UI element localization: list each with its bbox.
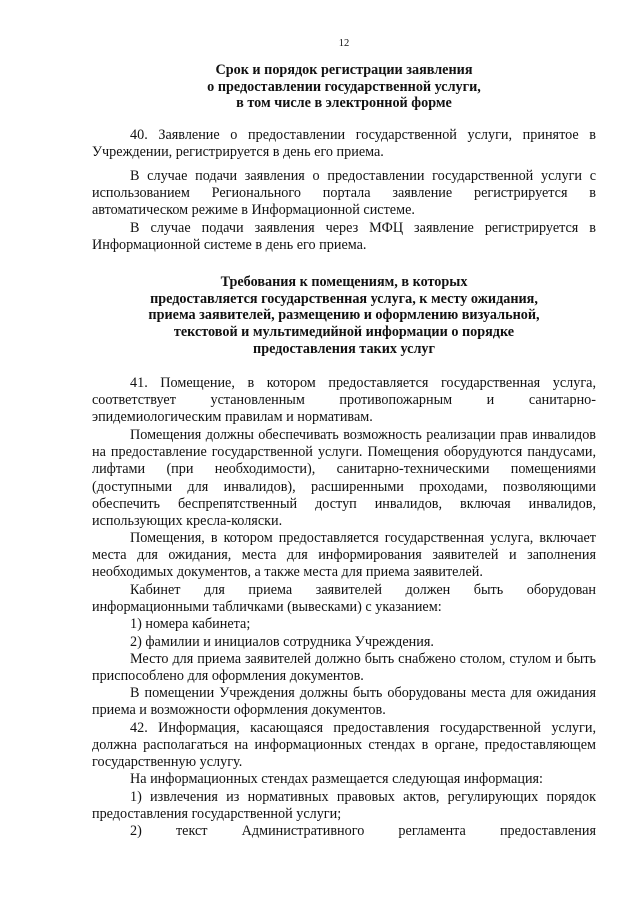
paragraph: Кабинет для приема заявителей должен быть оборудован информационными табличками (вывесками) с указанием: xyxy=(92,582,596,616)
list-item: 2) текст Административного регламента предоставления xyxy=(130,823,596,839)
heading-line: предоставления таких услуг xyxy=(253,340,435,357)
paragraph: 42. Информация, касающаяся предоставления государственной услуги, должна располагаться на информационных стендах в органе, предоставляющем государственную услугу. xyxy=(92,720,596,771)
paragraph: В случае подачи заявления через МФЦ заявление регистрируется в Информационной системе в день его приема. xyxy=(92,220,596,254)
document-page xyxy=(92,0,596,905)
paragraph: 40. Заявление о предоставлении государственной услуги, принятое в Учреждении, регистрируется в день его приема. xyxy=(92,127,596,161)
paragraph: В помещении Учреждения должны быть оборудованы места для ожидания приема и возможности оформления документов. xyxy=(92,685,596,719)
paragraph: 41. Помещение, в котором предоставляется государственная услуга, соответствует установленным противопожарным и санитарно-эпидемиологическим правилам и нормативам. xyxy=(92,375,596,426)
page-number: 12 xyxy=(338,38,350,49)
paragraph: Помещения, в котором предоставляется государственная услуга, включает места для ожидания, места для информирования заявителей и заполнения необходимых документов, а также места для приема заявителей. xyxy=(92,530,596,581)
paragraph: На информационных стендах размещается следующая информация: xyxy=(130,771,544,787)
section-heading-registration xyxy=(92,62,596,112)
paragraph: Место для приема заявителей должно быть снабжено столом, стулом и быть приспособлено для оформления документов. xyxy=(92,651,596,685)
paragraph: В случае подачи заявления о предоставлении государственной услуги с использованием Регионального портала заявление регистрируется в автоматическом режиме в Информационной системе. xyxy=(92,168,596,219)
heading-line: в том числе в электронной форме xyxy=(236,95,452,112)
list-item: 1) номера кабинета; xyxy=(130,616,251,632)
heading-line: предоставляется государственная услуга, к месту ожидания, xyxy=(150,290,538,307)
heading-line: текстовой и мультимедийной информации о порядке xyxy=(173,324,515,341)
list-item: 1) извлечения из нормативных правовых актов, регулирующих порядок предоставления государственной услуги; xyxy=(92,789,596,823)
heading-line: о предоставлении государственной услуги, xyxy=(207,78,481,95)
section-heading-premises xyxy=(92,274,596,358)
paragraph: Помещения должны обеспечивать возможность реализации прав инвалидов на предоставление государственной услуги. Помещения оборудуются пандусами, лифтами (при необходимости), санитарно-техническими помещениями (доступными для инвалидов), расширенными проходами, позволяющими обеспечить беспрепятственный доступ инвалидов, включая инвалидов, использующих кресла-коляски. xyxy=(92,427,596,530)
heading-line: Требования к помещениям, в которых xyxy=(220,274,468,290)
heading-line: Срок и порядок регистрации заявления xyxy=(215,62,473,78)
heading-line: приема заявителей, размещению и оформлению визуальной, xyxy=(148,307,540,324)
list-item: 2) фамилии и инициалов сотрудника Учреждения. xyxy=(130,634,434,650)
